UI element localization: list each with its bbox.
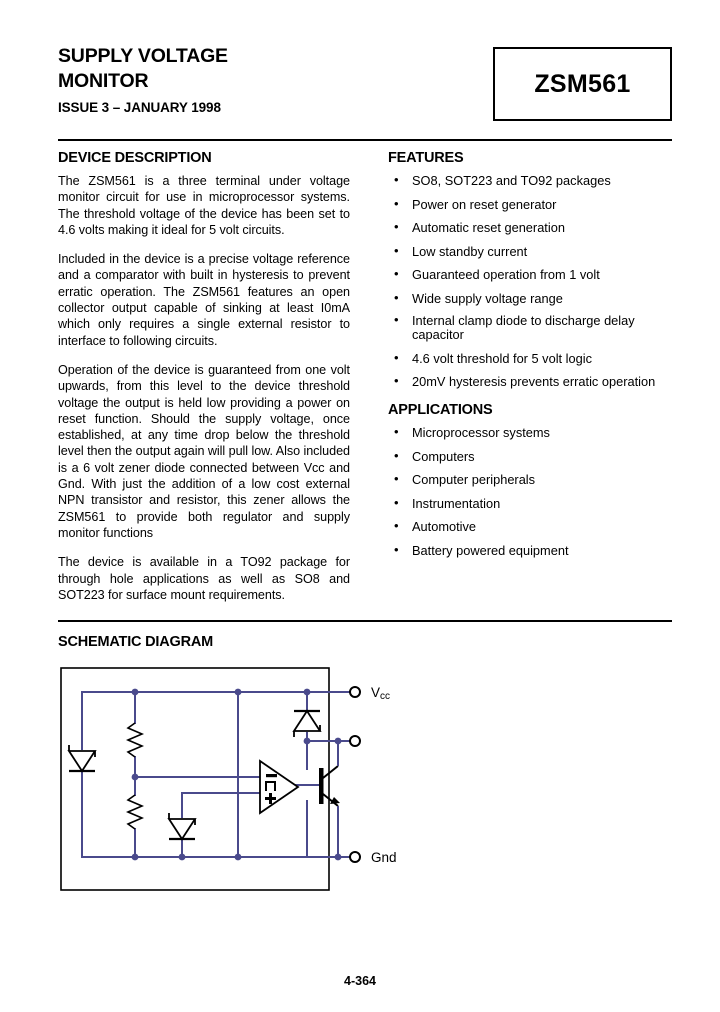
features-list bbox=[388, 173, 672, 389]
features-heading: FEATURES bbox=[388, 150, 464, 166]
list-item: • SO8, SOT223 and TO92 packages bbox=[388, 173, 672, 188]
list-item: • Battery powered equipment bbox=[388, 543, 672, 558]
list-item: • Computer peripherals bbox=[388, 472, 672, 487]
description-paragraph: The device is available in a TO92 package for through hole applications as well as SO8 and SOT223 for surface mount requirements. bbox=[58, 555, 350, 602]
page-footer bbox=[0, 974, 720, 988]
header-divider bbox=[58, 139, 672, 141]
applications-heading: APPLICATIONS bbox=[388, 402, 493, 418]
vcc-label: Vcc bbox=[371, 685, 391, 703]
list-item: • 4.6 volt threshold for 5 volt logic bbox=[388, 351, 672, 366]
gnd-terminal bbox=[350, 852, 360, 862]
comparator-minus-input bbox=[266, 774, 277, 777]
applications-list bbox=[388, 425, 672, 558]
column-gap bbox=[350, 150, 388, 603]
page-content bbox=[58, 44, 672, 893]
comparator bbox=[260, 761, 298, 813]
list-item: • Wide supply voltage range bbox=[388, 291, 672, 306]
list-item: • Computers bbox=[388, 449, 672, 464]
list-item: • Microprocessor systems bbox=[388, 425, 672, 440]
schematic-heading: SCHEMATIC DIAGRAM bbox=[58, 634, 214, 651]
page-number: 4-364 bbox=[344, 974, 376, 988]
gnd-label: Gnd bbox=[371, 850, 397, 866]
body-columns bbox=[58, 150, 672, 603]
issue-date: ISSUE 3 – JANUARY 1998 bbox=[58, 100, 221, 115]
schematic-diagram bbox=[58, 665, 672, 893]
list-item: • Low standby current bbox=[388, 244, 672, 259]
description-paragraph: Included in the device is a precise voltage reference and a comparator with built in hysteresis to prevent erratic operation. The ZSM561 features an open collector output capable of sinking at least I0mA which only requires a single external resistor to interface to following circuits. bbox=[58, 252, 350, 348]
part-number: ZSM561 bbox=[534, 69, 631, 98]
device-description-heading: DEVICE DESCRIPTION bbox=[58, 150, 212, 166]
output-terminal bbox=[350, 736, 360, 746]
title-block bbox=[58, 44, 478, 115]
list-item: • Automatic reset generation bbox=[388, 220, 672, 235]
list-item: • 20mV hysteresis prevents erratic operation bbox=[388, 374, 672, 389]
list-item: • Power on reset generator bbox=[388, 197, 672, 212]
page-title bbox=[58, 44, 478, 94]
list-item: • Guaranteed operation from 1 volt bbox=[388, 267, 672, 282]
description-paragraph: Operation of the device is guaranteed from one volt upwards, from this level to the device threshold voltage the output is held low providing a power on reset function. Should the supply voltage, once established, at any time drop below the threshold level then the output again will pull low. Also included is a 6 volt zener diode connected between Vcc and Gnd. With just the addition of a low cost external NPN transistor and resistor, this zener allows the ZSM561 to provide both regulator and supply monitor functions bbox=[58, 362, 350, 540]
right-column bbox=[388, 150, 672, 603]
resistor-upper bbox=[128, 723, 142, 757]
page-header bbox=[58, 44, 672, 132]
title-line-2: MONITOR bbox=[58, 70, 149, 92]
list-item: • Internal clamp diode to discharge delay capacitor bbox=[388, 314, 672, 342]
pin-terminals bbox=[350, 687, 360, 862]
list-item: • Automotive bbox=[388, 519, 672, 534]
description-paragraph: The ZSM561 is a three terminal under voltage monitor circuit for use in microprocessor systems. The threshold voltage of the device has been set to 4.6 volts making it ideal for 5 volt circuits. bbox=[58, 174, 350, 237]
schematic-divider bbox=[58, 620, 672, 622]
part-number-box bbox=[493, 47, 672, 121]
vcc-terminal bbox=[350, 687, 360, 697]
left-column bbox=[58, 150, 350, 603]
list-item: • Instrumentation bbox=[388, 496, 672, 511]
schematic-section bbox=[58, 620, 672, 893]
resistor-lower bbox=[128, 795, 142, 829]
title-line-1: SUPPLY VOLTAGE bbox=[58, 45, 228, 67]
schematic-svg bbox=[58, 665, 672, 893]
